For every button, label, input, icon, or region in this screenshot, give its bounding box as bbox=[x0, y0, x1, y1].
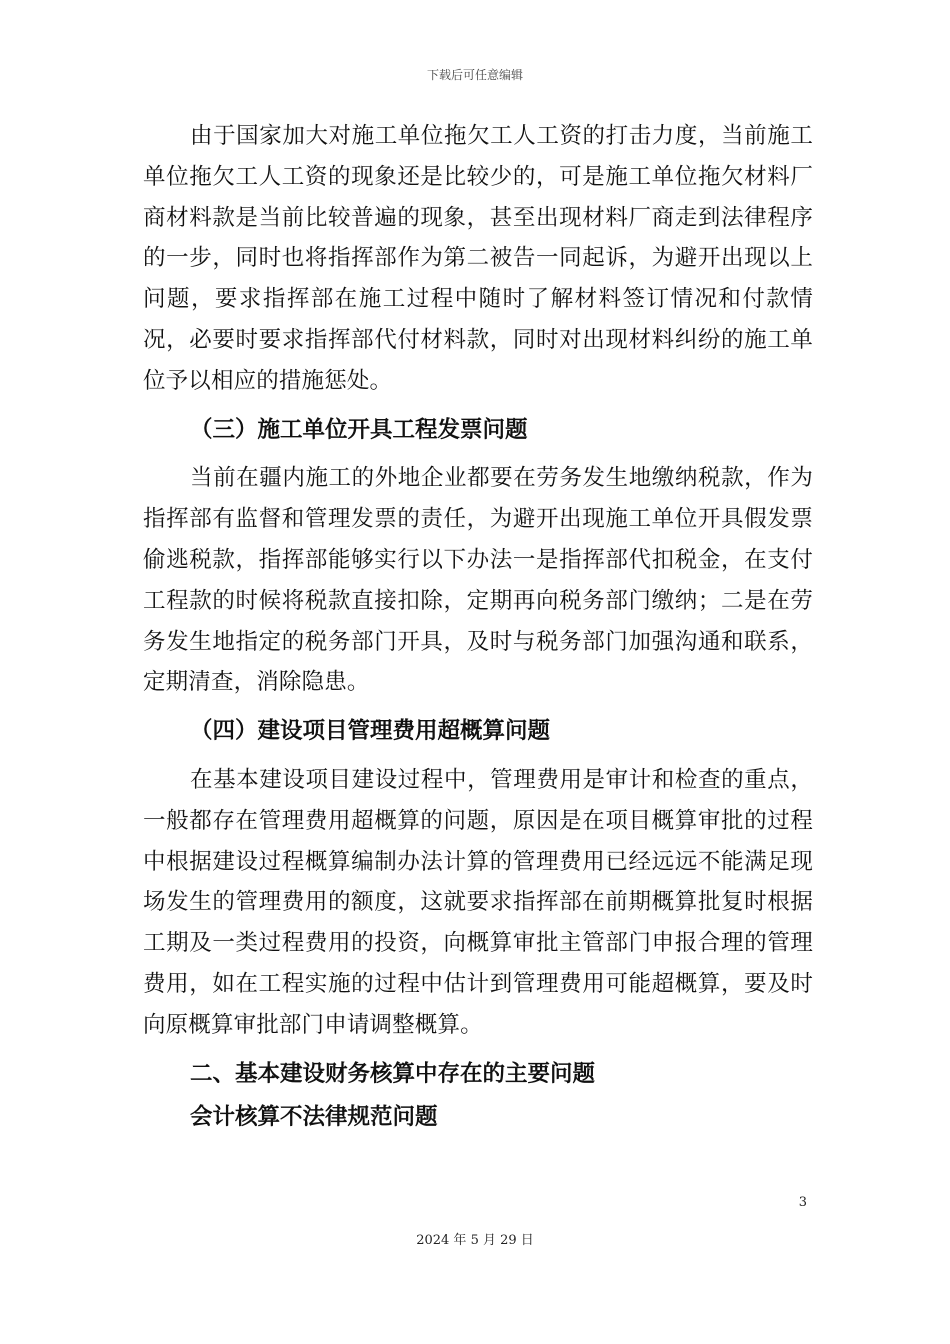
subheading-accounting-standards: 会计核算不法律规范问题 bbox=[190, 1104, 438, 1131]
paragraph-invoice: 当前在疆内施工的外地企业都要在劳务发生地缴纳税款，作为指挥部有监督和管理发票的责任，为避开出现施工单位开具假发票偷逃税款，指挥部能够实行以下办法一是指挥部代扣税金，在支付工程款的时候将税款直接扣除，定期再向税务部门缴纳；二是在劳务发生地指定的税务部门开具，及时与税务部门加强沟通和联系，定期清查，消除隐患。 bbox=[143, 465, 813, 696]
document-body bbox=[143, 116, 813, 1146]
section-heading-management-cost: （四）建设项目管理费用超概算问题 bbox=[190, 718, 551, 745]
chapter-heading-accounting: 二、基本建设财务核算中存在的主要问题 bbox=[190, 1060, 596, 1087]
page-header: 下载后可任意编辑 bbox=[426, 68, 523, 82]
paragraph-material-payment: 由于国家加大对施工单位拖欠工人工资的打击力度，当前施工单位拖欠工人工资的现象还是比较少的，可是施工单位拖欠材料厂商材料款是当前比较普遍的现象，甚至出现材料厂商走到法律程序的一步，同时也将指挥部作为第二被告一同起诉，为避开出现以上问题，要求指挥部在施工过程中随时了解材料签订情况和付款情况，必要时要求指挥部代付材料款，同时对出现材料纠纷的施工单位予以相应的措施惩处。 bbox=[143, 123, 813, 394]
page-footer-date: 2024 年 5 月 29 日 bbox=[416, 1233, 534, 1248]
page-number: 3 bbox=[798, 1195, 807, 1210]
paragraph-management-cost: 在基本建设项目建设过程中，管理费用是审计和检查的重点，一般都存在管理费用超概算的问题，原因是在项目概算审批的过程中根据建设过程概算编制办法计算的管理费用已经远远不能满足现场发生的管理费用的额度，这就要求指挥部在前期概算批复时根据工期及一类过程费用的投资，向概算审批主管部门申报合理的管理费用，如在工程实施的过程中估计到管理费用可能超概算，要及时向原概算审批部门申请调整概算。 bbox=[143, 766, 813, 1038]
section-heading-invoice: （三）施工单位开具工程发票问题 bbox=[190, 416, 528, 443]
